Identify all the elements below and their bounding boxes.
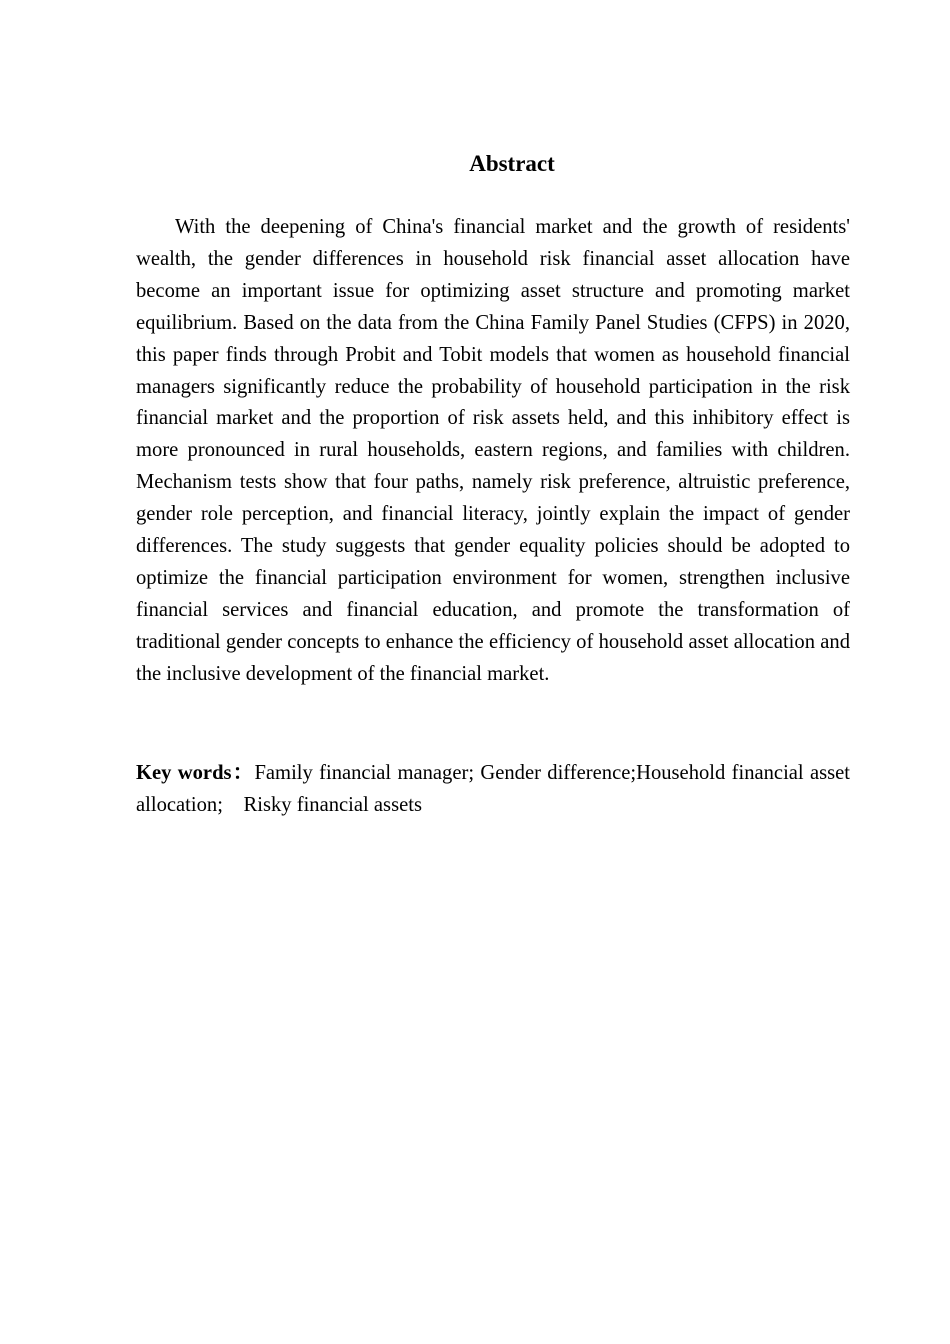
abstract-title: Abstract bbox=[469, 151, 555, 176]
keywords-line bbox=[136, 757, 850, 821]
abstract-body: With the deepening of China's financial market and the growth of residents' wealth, the gender differences in household risk financial asset allocation have become an important issue for optimizing asset structure and promoting market equilibrium. Based on the data from the China Family Panel Studies (CFPS) in 2020, this paper finds through Probit and Tobit models that women as household financial managers significantly reduce the probability of household participation in the risk financial market and the proportion of risk assets held, and this inhibitory effect is more pronounced in rural households, eastern regions, and families with children. Mechanism tests show that four paths, namely risk preference, altruistic preference, gender role perception, and financial literacy, jointly explain the impact of gender differences. The study suggests that gender equality policies should be adopted to optimize the financial participation environment for women, strengthen inclusive financial services and financial education, and promote the transformation of traditional gender concepts to enhance the efficiency of household asset allocation and the inclusive development of the financial market. bbox=[136, 216, 850, 685]
keywords-text: Family financial manager; Gender difference;Household financial asset allocation; Risky financial assets bbox=[136, 762, 850, 816]
keywords-label: Key words： bbox=[136, 762, 255, 784]
